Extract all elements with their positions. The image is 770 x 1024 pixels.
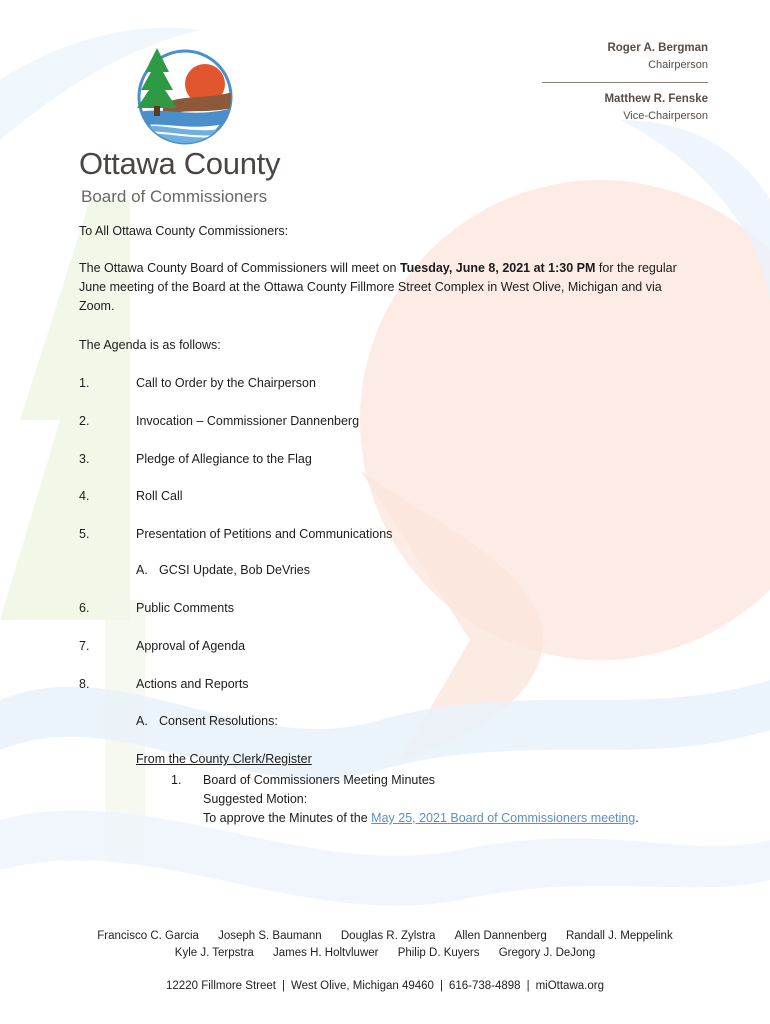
address-separator: |: [439, 980, 443, 992]
agenda-subitem-letter: A.: [136, 714, 148, 728]
minutes-link[interactable]: May 25, 2021 Board of Commissioners meeting: [371, 811, 636, 825]
ottawa-county-logo-icon: [133, 42, 238, 147]
address-city: West Olive, Michigan 49460: [290, 980, 434, 992]
agenda-subitem-text: GCSI Update, Bob DeVries: [159, 563, 310, 577]
agenda-subitem-text: Consent Resolutions:: [159, 714, 278, 728]
agenda-item-text: Invocation – Commissioner Dannenberg: [136, 414, 360, 428]
chairperson-role: Chairperson: [648, 59, 708, 71]
agenda-subitem: [136, 563, 310, 577]
agenda-item-number: 4.: [79, 489, 90, 503]
chairperson-name: Roger A. Bergman: [607, 42, 708, 54]
agenda-item-number: 2.: [79, 414, 90, 428]
address-website: miOttawa.org: [535, 980, 604, 992]
motion-post: .: [635, 811, 639, 825]
intro-part2: for the regular June meeting of the Board at the Ottawa County Fillmore Street Complex in West Olive, Michigan and via Zoom.: [79, 261, 677, 313]
agenda-item-text: Roll Call: [136, 489, 183, 503]
footer-address: [0, 980, 770, 992]
motion-text: [203, 809, 639, 828]
agenda-item-number: 1.: [79, 376, 90, 390]
agenda-item-number: 5.: [79, 527, 90, 541]
commissioner-name: James H. Holtvluwer: [273, 947, 379, 959]
agenda-item-text: Approval of Agenda: [136, 639, 246, 653]
commissioner-name: Douglas R. Zylstra: [340, 930, 436, 942]
minutes-number: 1.: [171, 773, 182, 787]
address-street: 12220 Fillmore Street: [166, 980, 276, 992]
commissioner-name: Randall J. Meppelink: [565, 930, 673, 942]
officers-block: [542, 40, 708, 125]
commissioners-row-2: [0, 947, 770, 959]
intro-paragraph: [79, 259, 691, 316]
vice-chairperson-role: Vice-Chairperson: [623, 110, 708, 122]
address-separator: |: [526, 980, 530, 992]
commissioners-row-1: [0, 930, 770, 942]
agenda-item-number: 6.: [79, 601, 90, 615]
clerk-heading: From the County Clerk/Register: [136, 752, 312, 766]
motion-label: Suggested Motion:: [203, 792, 308, 806]
commissioner-name: Joseph S. Baumann: [218, 930, 322, 942]
agenda-item-number: 8.: [79, 677, 90, 691]
address-phone: 616-738-4898: [448, 980, 521, 992]
address-separator: |: [281, 980, 285, 992]
agenda-item-text: Pledge of Allegiance to the Flag: [136, 452, 312, 466]
org-name: Ottawa County: [79, 146, 281, 181]
agenda-item-number: 3.: [79, 452, 90, 466]
agenda-item-text: Actions and Reports: [136, 677, 249, 691]
commissioner-name: Francisco C. Garcia: [97, 930, 199, 942]
agenda-subitem: [136, 714, 278, 728]
commissioner-name: Kyle J. Terpstra: [174, 947, 254, 959]
agenda-item-number: 7.: [79, 639, 90, 653]
org-subtitle: Board of Commissioners: [81, 187, 268, 206]
greeting: To All Ottawa County Commissioners:: [79, 224, 289, 238]
commissioner-name: Allen Dannenberg: [454, 930, 547, 942]
officers-divider: [542, 82, 708, 83]
agenda-item-text: Call to Order by the Chairperson: [136, 376, 316, 390]
agenda-item-text: Presentation of Petitions and Communications: [136, 527, 393, 541]
agenda-subitem-letter: A.: [136, 563, 148, 577]
commissioner-name: Gregory J. DeJong: [498, 947, 596, 959]
minutes-body: [203, 771, 639, 828]
agenda-intro: The Agenda is as follows:: [79, 338, 221, 352]
commissioner-name: Philip D. Kuyers: [397, 947, 480, 959]
vice-chairperson-name: Matthew R. Fenske: [604, 93, 708, 105]
motion-pre: To approve the Minutes of the: [203, 811, 372, 825]
meeting-datetime: Tuesday, June 8, 2021 at 1:30 PM: [399, 261, 596, 275]
agenda-item-text: Public Comments: [136, 601, 234, 615]
intro-part1: The Ottawa County Board of Commissioners will meet on: [79, 261, 400, 275]
minutes-title: Board of Commissioners Meeting Minutes: [203, 773, 436, 787]
